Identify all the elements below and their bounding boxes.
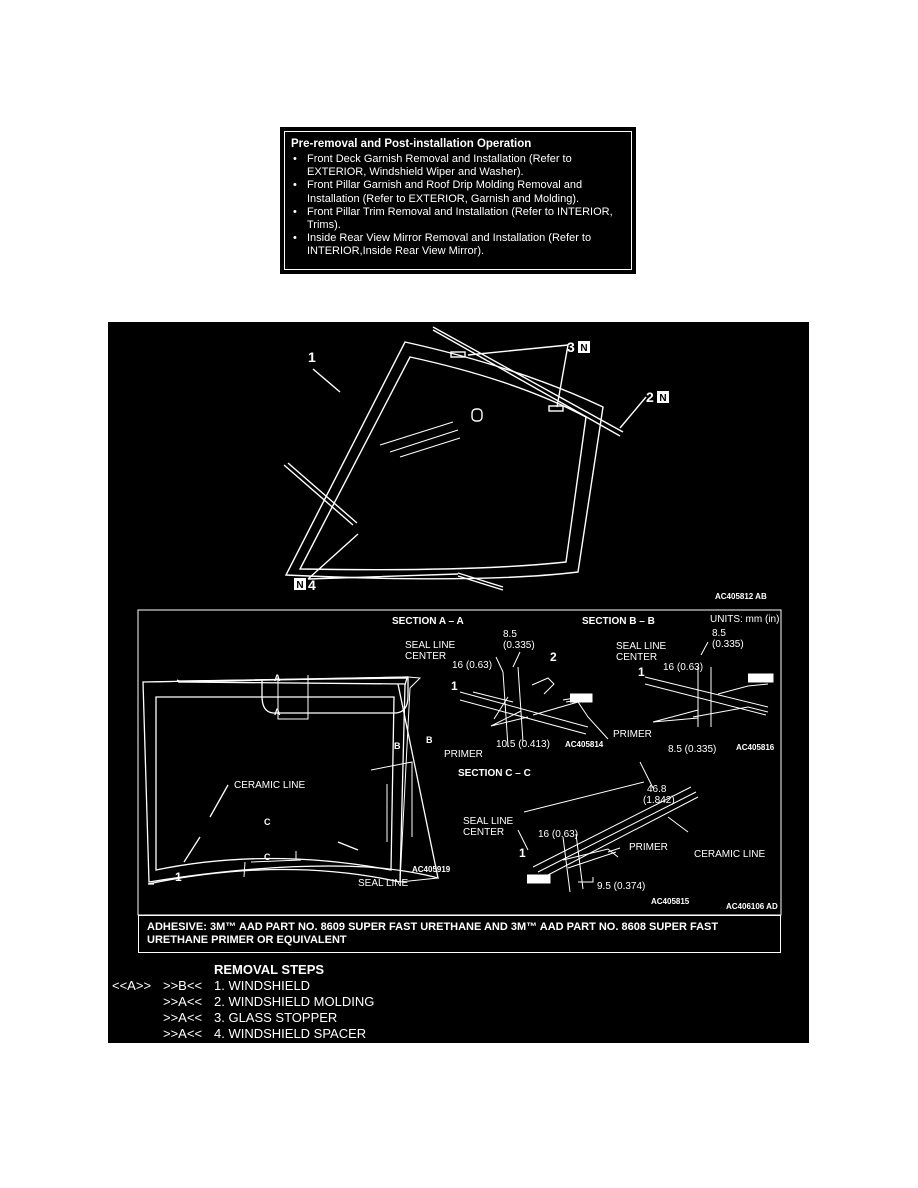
seal-line-label: SEAL LINE [405,640,456,651]
callout-1: 1 [175,870,182,884]
seal-line-label: SEAL LINE [358,878,409,889]
note-item-text: Inside Rear View Mirror Removal and Installation (Refer to INTERIOR,Inside Rear View Mirror). [307,232,592,258]
windshield-spacer [284,465,353,525]
step-removal-ref: >>A<< [163,1026,203,1041]
removal-steps-title: REMOVAL STEPS [214,962,325,977]
callout-3: 3 [567,339,575,355]
primer-label: PRIMER [629,842,668,853]
new-part-mark: N [659,393,667,404]
callout-1: 1 [638,665,645,679]
pre-removal-note-box [280,127,636,274]
section-aa-title: SECTION A – A [392,616,464,627]
seal-line-label: SEAL LINE [616,641,667,652]
ceramic-line-label: CERAMIC LINE [694,849,766,860]
section-mark-a: A [274,707,281,717]
callout-1: 1 [519,846,526,860]
dimension-label: 8.5 (0.335) [668,744,717,755]
new-part-mark: N [580,343,588,354]
center-label: CENTER [405,651,447,662]
section-mark-a: A [274,673,281,683]
section-bb-drawing [645,642,773,727]
windshield-spacer [458,573,503,587]
bullet-icon: • [293,232,297,245]
note-item [291,153,625,179]
figure-code: AC405812 AB [715,592,767,601]
center-label: CENTER [616,652,658,663]
note-item [291,179,625,205]
seal-line-label: SEAL LINE [463,816,514,827]
step-label: 1. WINDSHIELD [214,978,311,993]
callout-2: 2 [550,650,557,664]
dimension-label: (0.335) [503,640,535,651]
ceramic-line-label: CERAMIC LINE [234,780,306,791]
windshield-figure [108,322,809,1043]
callout-1: 1 [451,679,458,693]
note-item-text: Front Pillar Garnish and Roof Drip Molding Removal and Installation (Refer to EXTERIOR, Garnish and Molding). [307,179,583,205]
dimension-label: 16 (0.63) [663,662,704,673]
step-removal-ref: >>A<< [163,994,203,1009]
section-cc-drawing [518,762,698,892]
note-item-text: Front Deck Garnish Removal and Installation (Refer to EXTERIOR, Windshield Wiper and Washer). [307,153,572,179]
dimension-label: 16 (0.63) [452,660,493,671]
section-mark-b: B [394,741,401,751]
dimension-label: (0.335) [712,639,744,650]
note-title: Pre-removal and Post-installation Operation [291,138,532,150]
callout-2: 2 [646,389,654,405]
dimension-label: 46.8 [647,784,667,795]
note-item [291,232,625,258]
units-label: UNITS: mm (in) [710,614,780,625]
step-label: 2. WINDSHIELD MOLDING [214,994,375,1009]
wiper-hatching [380,422,460,457]
callout-4: 4 [308,577,316,593]
note-list [291,153,625,259]
sections-panel [138,610,781,915]
dimension-label: 8.5 [712,628,726,639]
section-cc-title: SECTION C – C [458,768,531,779]
figure-code: AC405814 [565,740,604,749]
note-frame [284,131,632,270]
glass-stopper [549,406,563,411]
center-label: CENTER [463,827,505,838]
dimension-label: 9.5 (0.374) [597,881,646,892]
callout-1: 1 [308,349,316,365]
figure-code: AC405816 [736,743,775,752]
section-mark-c: C [264,852,271,862]
new-part-mark: N [296,580,304,591]
adhesive-note: ADHESIVE: 3M™ AAD PART NO. 8609 SUPER FAST URETHANE AND 3M™ AAD PART NO. 8608 SUPER FAST URETHANE PRIMER OR EQUIVALENT [138,915,781,953]
bullet-icon: • [293,153,297,165]
step-label: 3. GLASS STOPPER [214,1010,338,1025]
step-removal-ref: >>A<< [163,1010,203,1025]
exploded-view [284,327,646,590]
step-removal-ref: >>B<< [163,978,203,993]
step-install-ref: <<A>> [112,978,152,993]
note-item [291,206,625,232]
primer-label: PRIMER [444,749,483,760]
note-item-text: Front Pillar Trim Removal and Installation (Refer to INTERIOR, Trims). [307,205,613,232]
figure-code: AC406106 AD [726,902,778,911]
dimension-label: 8.5 [503,629,517,640]
section-bb-title: SECTION B – B [582,616,655,627]
dimension-label: 16 (0.63) [538,829,579,840]
dimension-label: (1.842) [643,795,675,806]
dimension-label: 10.5 (0.413) [496,739,550,750]
bullet-icon: • [293,179,297,192]
figure-code: AC405919 [412,865,451,874]
mirror-mount [472,409,482,421]
section-mark-b: B [426,735,433,745]
figure-code: AC405815 [651,897,690,906]
primer-label: PRIMER [613,729,652,740]
bullet-icon: • [293,205,297,218]
windshield-glass-outer [286,342,603,579]
section-mark-c: C [264,817,271,827]
windshield-molding [433,327,623,432]
step-label: 4. WINDSHIELD SPACER [214,1026,367,1041]
